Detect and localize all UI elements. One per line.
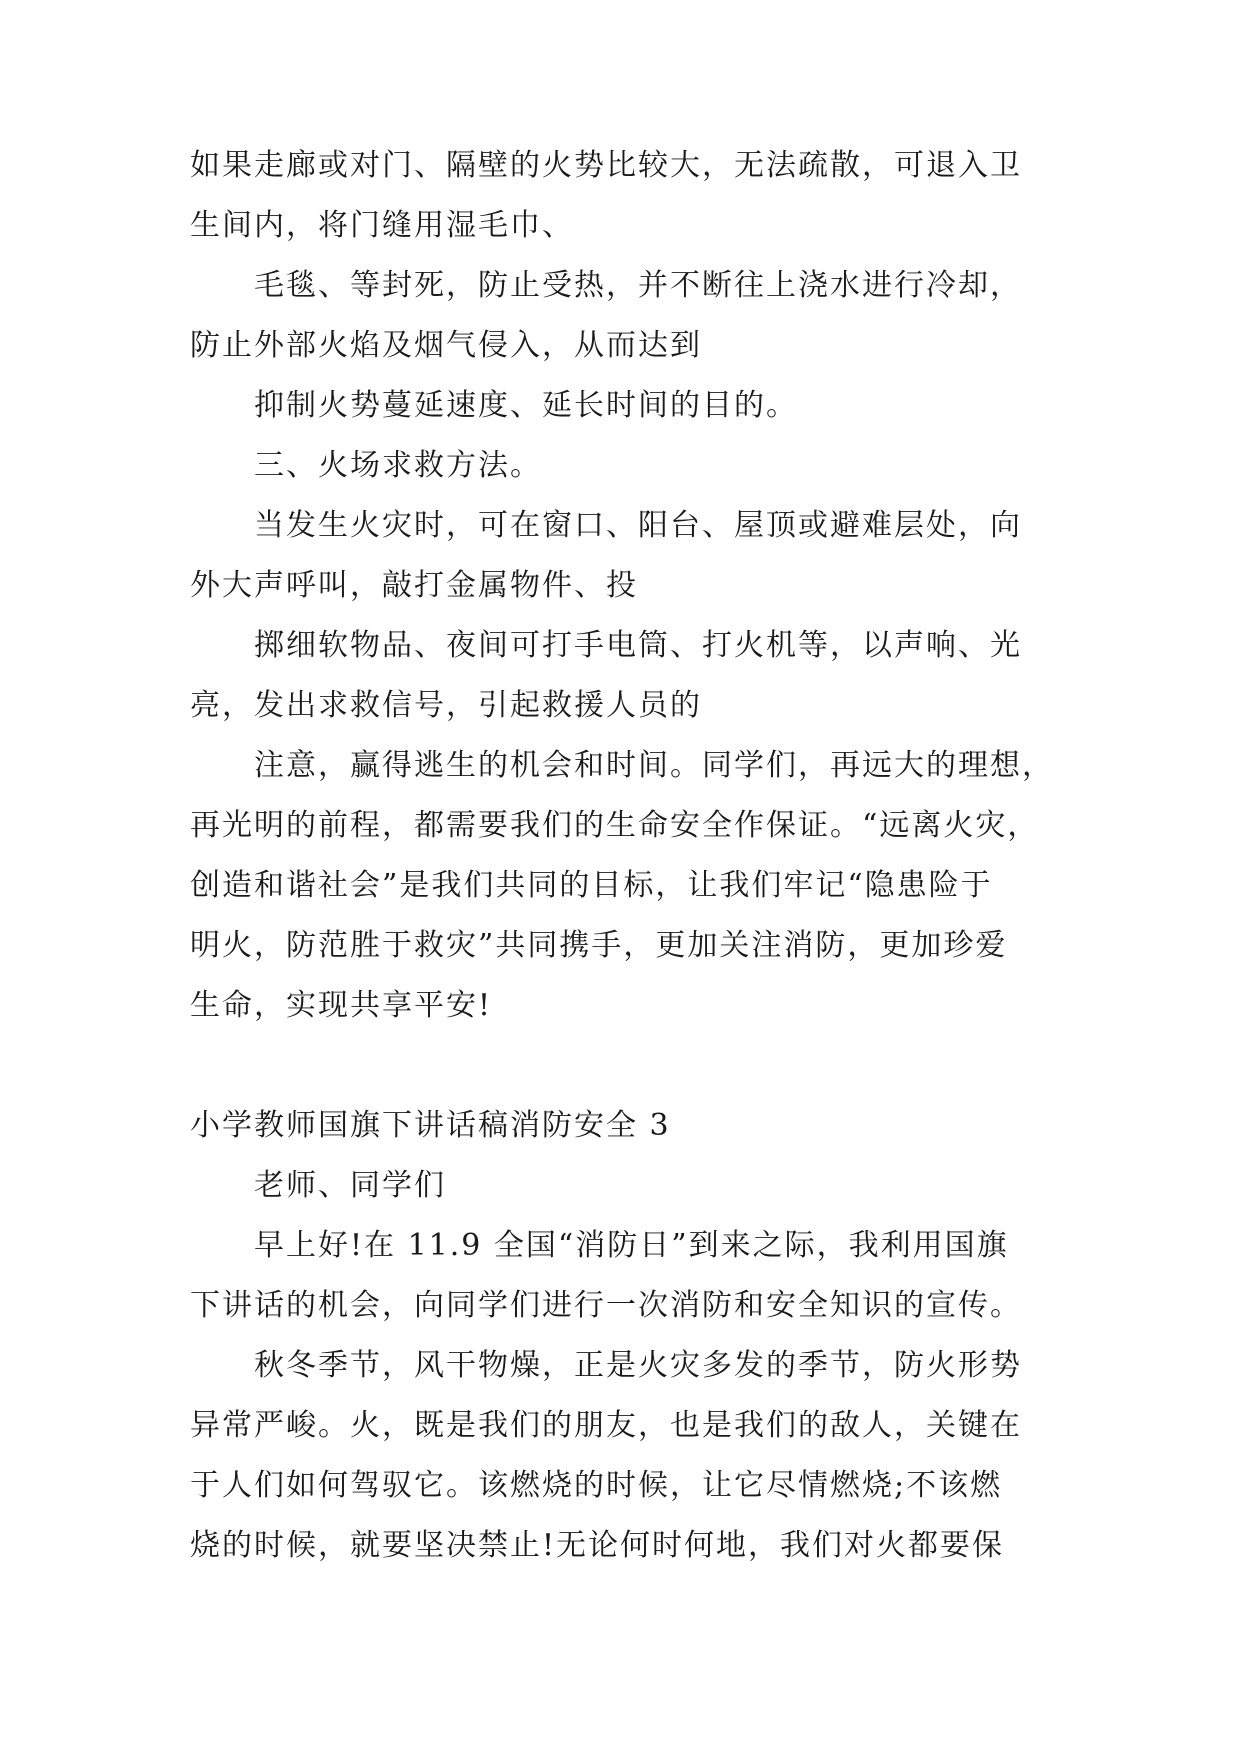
document-body [190,136,1070,1576]
paragraph-line: 亮，发出求救信号，引起救援人员的 [190,688,702,723]
paragraph-line: 再光明的前程，都需要我们的生命安全作保证。“远离火灾， [190,808,1040,843]
paragraph-line: 明火，防范胜于救灾”共同携手，更加关注消防，更加珍爱 [190,928,1008,963]
paragraph-line: 如果走廊或对门、隔壁的火势比较大，无法疏散，可退入卫 [190,148,1022,183]
paragraph-line: 抑制火势蔓延速度、延长时间的目的。 [254,388,798,423]
salutation: 老师、同学们 [254,1168,446,1203]
paragraph-line: 生命，实现共享平安! [190,988,493,1023]
paragraph-line: 早上好!在 11.9 全国“消防日”到来之际，我利用国旗 [254,1228,1009,1263]
paragraph-line: 烧的时候，就要坚决禁止!无论何时何地，我们对火都要保 [190,1528,1005,1563]
section-gap [190,1036,1070,1096]
paragraph-line: 当发生火灾时，可在窗口、阳台、屋顶或避难层处，向 [254,508,1022,543]
paragraph-line: 异常严峻。火，既是我们的朋友，也是我们的敌人，关键在 [190,1408,1022,1443]
document-title: 小学教师国旗下讲话稿消防安全 3 [190,1108,671,1143]
paragraph-line: 于人们如何驾驭它。该燃烧的时候，让它尽情燃烧;不该燃 [190,1468,1003,1503]
paragraph-line: 外大声呼叫，敲打金属物件、投 [190,568,638,603]
paragraph-line: 创造和谐社会”是我们共同的目标，让我们牢记“隐患险于 [190,868,993,903]
paragraph-line: 生间内，将门缝用湿毛巾、 [190,208,574,243]
section-heading: 三、火场求救方法。 [254,448,542,483]
paragraph-line: 下讲话的机会，向同学们进行一次消防和安全知识的宣传。 [190,1288,1022,1323]
paragraph-line: 注意，赢得逃生的机会和时间。同学们，再远大的理想， [254,748,1054,783]
paragraph-line: 毛毯、等封死，防止受热，并不断往上浇水进行冷却， [254,268,1022,303]
paragraph-line: 秋冬季节，风干物燥，正是火灾多发的季节，防火形势 [254,1348,1022,1383]
paragraph-line: 防止外部火焰及烟气侵入，从而达到 [190,328,702,363]
paragraph-line: 掷细软物品、夜间可打手电筒、打火机等，以声响、光 [254,628,1022,663]
